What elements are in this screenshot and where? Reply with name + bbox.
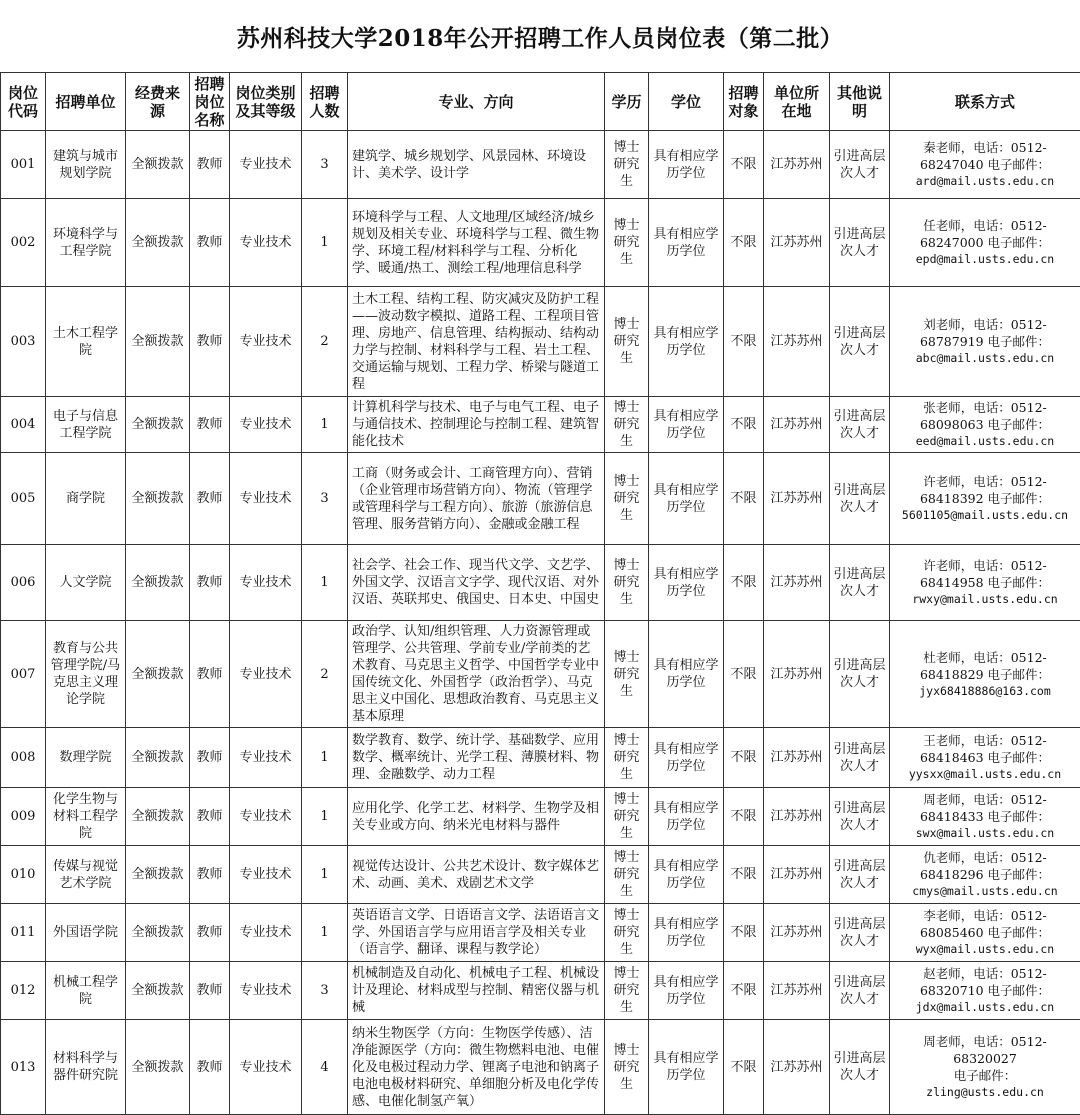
table-row <box>1 545 1080 621</box>
header-fund: 经费来源 <box>126 73 190 131</box>
contact-email[interactable]: cmys@mail.usts.edu.cn <box>892 883 1078 900</box>
cell-degree: 具有相应学历学位 <box>649 131 724 199</box>
cell-code: 009 <box>1 788 46 846</box>
cell-contact <box>890 199 1080 287</box>
table-row <box>1 846 1080 904</box>
cell-location: 江苏苏州 <box>764 904 830 962</box>
cell-category: 专业技术 <box>230 453 302 545</box>
cell-major: 环境科学与工程、人文地理/区域经济/城乡规划及相关专业、环境科学与工程、微生物学、环境工程/材料科学与工程、分析化学、暖通/热工、测绘工程/地理信息科学 <box>348 199 605 287</box>
cell-degree: 具有相应学历学位 <box>649 199 724 287</box>
contact-name: 许老师，电话：0512- <box>892 557 1078 574</box>
cell-unit: 材料科学与器件研究院 <box>46 1020 126 1115</box>
cell-major: 建筑学、城乡规划学、风景园林、环境设计、美术学、设计学 <box>348 131 605 199</box>
cell-degree: 具有相应学历学位 <box>649 846 724 904</box>
cell-code: 003 <box>1 287 46 397</box>
cell-fund: 全额拨款 <box>126 397 190 453</box>
cell-location: 江苏苏州 <box>764 1020 830 1115</box>
cell-location: 江苏苏州 <box>764 846 830 904</box>
cell-fund: 全额拨款 <box>126 287 190 397</box>
contact-name: 杜老师，电话：0512- <box>892 649 1078 666</box>
table-row <box>1 621 1080 728</box>
cell-unit: 机械工程学院 <box>46 962 126 1020</box>
header-target: 招聘对象 <box>724 73 764 131</box>
header-major: 专业、方向 <box>348 73 605 131</box>
header-row <box>1 73 1080 131</box>
table-row <box>1 453 1080 545</box>
cell-category: 专业技术 <box>230 846 302 904</box>
cell-location: 江苏苏州 <box>764 397 830 453</box>
contact-email[interactable]: swx@mail.usts.edu.cn <box>892 825 1078 842</box>
cell-count: 4 <box>302 1020 348 1115</box>
cell-note: 引进高层次人才 <box>830 904 890 962</box>
contact-phone: 68320710 电子邮件： <box>892 982 1078 999</box>
cell-contact <box>890 788 1080 846</box>
contact-phone: 68418433 电子邮件： <box>892 808 1078 825</box>
table-row <box>1 728 1080 788</box>
cell-fund: 全额拨款 <box>126 1020 190 1115</box>
cell-category: 专业技术 <box>230 1020 302 1115</box>
cell-target: 不限 <box>724 287 764 397</box>
cell-unit: 传媒与视觉艺术学院 <box>46 846 126 904</box>
cell-fund: 全额拨款 <box>126 453 190 545</box>
cell-post: 教师 <box>190 131 230 199</box>
cell-unit: 化学生物与材料工程学院 <box>46 788 126 846</box>
cell-location: 江苏苏州 <box>764 453 830 545</box>
cell-count: 1 <box>302 199 348 287</box>
header-post: 招聘岗位名称 <box>190 73 230 131</box>
cell-target: 不限 <box>724 397 764 453</box>
cell-degree: 具有相应学历学位 <box>649 621 724 728</box>
page-title: 苏州科技大学2018年公开招聘工作人员岗位表（第二批） <box>0 0 1080 72</box>
cell-fund: 全额拨款 <box>126 131 190 199</box>
contact-email[interactable]: zling@usts.edu.cn <box>892 1084 1078 1101</box>
cell-category: 专业技术 <box>230 287 302 397</box>
contact-phone: 68418829 电子邮件： <box>892 666 1078 683</box>
contact-name: 仇老师，电话：0512- <box>892 849 1078 866</box>
cell-note: 引进高层次人才 <box>830 131 890 199</box>
table-row <box>1 397 1080 453</box>
contact-name: 李老师，电话：0512- <box>892 907 1078 924</box>
cell-code: 007 <box>1 621 46 728</box>
cell-code: 013 <box>1 1020 46 1115</box>
cell-note: 引进高层次人才 <box>830 621 890 728</box>
cell-note: 引进高层次人才 <box>830 453 890 545</box>
recruitment-table <box>0 72 1080 1115</box>
contact-phone: 68098063 电子邮件： <box>892 416 1078 433</box>
cell-education: 博士研究生 <box>605 453 649 545</box>
cell-major: 纳米生物医学（方向：生物医学传感）、洁净能源医学（方向：微生物燃料电池、电催化及电极过程动力学、锂离子电池和钠离子电池电极材料研究、单细胞分析及电化学传感、电催化制氢产氧） <box>348 1020 605 1115</box>
header-category: 岗位类别及其等级 <box>230 73 302 131</box>
table-row <box>1 199 1080 287</box>
cell-note: 引进高层次人才 <box>830 728 890 788</box>
cell-major: 计算机科学与技术、电子与电气工程、电子与通信技术、控制理论与控制工程、建筑智能化技术 <box>348 397 605 453</box>
cell-education: 博士研究生 <box>605 199 649 287</box>
header-unit: 招聘单位 <box>46 73 126 131</box>
cell-major: 政治学、认知/组织管理、人力资源管理或管理学、公共管理、学前专业/学前类的艺术教育、马克思主义哲学、中国哲学专业中国传统文化、外国哲学（政治哲学）、马克思主义中国化、思想政治教育、马克思主义基本原理 <box>348 621 605 728</box>
cell-note: 引进高层次人才 <box>830 846 890 904</box>
cell-post: 教师 <box>190 199 230 287</box>
cell-note: 引进高层次人才 <box>830 199 890 287</box>
cell-major: 英语语言文学、日语语言文学、法语语言文学、外国语言学与应用语言学及相关专业（语言学、翻译、课程与教学论） <box>348 904 605 962</box>
cell-code: 006 <box>1 545 46 621</box>
cell-location: 江苏苏州 <box>764 131 830 199</box>
cell-category: 专业技术 <box>230 904 302 962</box>
cell-count: 1 <box>302 728 348 788</box>
cell-code: 012 <box>1 962 46 1020</box>
contact-phone: 68414958 电子邮件： <box>892 574 1078 591</box>
cell-count: 2 <box>302 287 348 397</box>
table-row <box>1 131 1080 199</box>
table-row <box>1 962 1080 1020</box>
cell-category: 专业技术 <box>230 199 302 287</box>
cell-education: 博士研究生 <box>605 728 649 788</box>
contact-name: 张老师，电话：0512- <box>892 399 1078 416</box>
cell-count: 1 <box>302 397 348 453</box>
cell-unit: 外国语学院 <box>46 904 126 962</box>
cell-code: 004 <box>1 397 46 453</box>
cell-education: 博士研究生 <box>605 287 649 397</box>
cell-count: 3 <box>302 962 348 1020</box>
cell-unit: 土木工程学院 <box>46 287 126 397</box>
contact-phone: 68418392 电子邮件： <box>892 490 1078 507</box>
header-education: 学历 <box>605 73 649 131</box>
cell-target: 不限 <box>724 621 764 728</box>
cell-contact <box>890 621 1080 728</box>
cell-target: 不限 <box>724 545 764 621</box>
cell-post: 教师 <box>190 453 230 545</box>
cell-code: 005 <box>1 453 46 545</box>
cell-category: 专业技术 <box>230 788 302 846</box>
cell-unit: 人文学院 <box>46 545 126 621</box>
cell-code: 001 <box>1 131 46 199</box>
cell-degree: 具有相应学历学位 <box>649 545 724 621</box>
contact-email[interactable]: epd@mail.usts.edu.cn <box>892 251 1078 268</box>
cell-target: 不限 <box>724 131 764 199</box>
cell-location: 江苏苏州 <box>764 545 830 621</box>
cell-target: 不限 <box>724 453 764 545</box>
cell-note: 引进高层次人才 <box>830 397 890 453</box>
cell-major: 数学教育、数学、统计学、基础数学、应用数学、概率统计、光学工程、薄膜材料、物理、金融数学、动力工程 <box>348 728 605 788</box>
cell-post: 教师 <box>190 545 230 621</box>
cell-major: 土木工程、结构工程、防灾减灾及防护工程——波动数字模拟、道路工程、工程项目管理、房地产、信息管理、结构振动、结构动力学与控制、材料科学与工程、岩土工程、交通运输与规划、工程力学、桥梁与隧道工程 <box>348 287 605 397</box>
cell-target: 不限 <box>724 962 764 1020</box>
cell-major: 社会学、社会工作、现当代文学、文艺学、外国文学、汉语言文字学、现代汉语、对外汉语、英联邦史、俄国史、日本史、中国史 <box>348 545 605 621</box>
header-contact: 联系方式 <box>890 73 1080 131</box>
cell-code: 008 <box>1 728 46 788</box>
contact-email[interactable]: jyx68418886@163.com <box>892 683 1078 700</box>
cell-fund: 全额拨款 <box>126 621 190 728</box>
cell-post: 教师 <box>190 287 230 397</box>
cell-degree: 具有相应学历学位 <box>649 453 724 545</box>
cell-education: 博士研究生 <box>605 962 649 1020</box>
cell-count: 1 <box>302 545 348 621</box>
cell-fund: 全额拨款 <box>126 728 190 788</box>
cell-code: 010 <box>1 846 46 904</box>
cell-code: 002 <box>1 199 46 287</box>
cell-note: 引进高层次人才 <box>830 287 890 397</box>
cell-location: 江苏苏州 <box>764 287 830 397</box>
cell-count: 1 <box>302 788 348 846</box>
contact-name: 赵老师，电话：0512- <box>892 965 1078 982</box>
cell-degree: 具有相应学历学位 <box>649 962 724 1020</box>
cell-note: 引进高层次人才 <box>830 962 890 1020</box>
cell-note: 引进高层次人才 <box>830 788 890 846</box>
table-row <box>1 287 1080 397</box>
cell-note: 引进高层次人才 <box>830 545 890 621</box>
cell-education: 博士研究生 <box>605 846 649 904</box>
cell-target: 不限 <box>724 788 764 846</box>
cell-post: 教师 <box>190 1020 230 1115</box>
contact-phone: 68247040 电子邮件： <box>892 156 1078 173</box>
cell-location: 江苏苏州 <box>764 621 830 728</box>
contact-name: 任老师，电话：0512- <box>892 217 1078 234</box>
cell-count: 1 <box>302 904 348 962</box>
cell-location: 江苏苏州 <box>764 199 830 287</box>
cell-post: 教师 <box>190 397 230 453</box>
header-code: 岗位代码 <box>1 73 46 131</box>
cell-degree: 具有相应学历学位 <box>649 287 724 397</box>
cell-location: 江苏苏州 <box>764 962 830 1020</box>
cell-post: 教师 <box>190 846 230 904</box>
contact-email[interactable]: abc@mail.usts.edu.cn <box>892 350 1078 367</box>
contact-email[interactable]: 5601105@mail.usts.edu.cn <box>892 507 1078 524</box>
header-degree: 学位 <box>649 73 724 131</box>
cell-target: 不限 <box>724 728 764 788</box>
cell-degree: 具有相应学历学位 <box>649 788 724 846</box>
cell-education: 博士研究生 <box>605 131 649 199</box>
contact-name: 秦老师，电话：0512- <box>892 139 1078 156</box>
contact-phone: 68247000 电子邮件： <box>892 234 1078 251</box>
cell-education: 博士研究生 <box>605 1020 649 1115</box>
cell-degree: 具有相应学历学位 <box>649 1020 724 1115</box>
cell-unit: 教育与公共管理学院/马克思主义理论学院 <box>46 621 126 728</box>
contact-phone: 68418296 电子邮件： <box>892 866 1078 883</box>
cell-post: 教师 <box>190 728 230 788</box>
header-note: 其他说明 <box>830 73 890 131</box>
contact-email[interactable]: ard@mail.usts.edu.cn <box>892 173 1078 190</box>
cell-count: 3 <box>302 453 348 545</box>
cell-contact <box>890 545 1080 621</box>
contact-name: 周老师，电话：0512- <box>892 1033 1078 1050</box>
contact-email[interactable]: jdx@mail.usts.edu.cn <box>892 999 1078 1016</box>
cell-major: 工商（财务或会计、工商管理方向）、营销（企业管理市场营销方向）、物流（管理学或管理科学与工程方向）、旅游（旅游信息管理、服务营销方向）、金融或金融工程 <box>348 453 605 545</box>
cell-fund: 全额拨款 <box>126 846 190 904</box>
header-count: 招聘人数 <box>302 73 348 131</box>
cell-contact <box>890 728 1080 788</box>
contact-phone: 68320027 <box>892 1050 1078 1067</box>
cell-degree: 具有相应学历学位 <box>649 397 724 453</box>
cell-contact <box>890 397 1080 453</box>
cell-count: 2 <box>302 621 348 728</box>
cell-degree: 具有相应学历学位 <box>649 728 724 788</box>
contact-phone: 68418463 电子邮件： <box>892 749 1078 766</box>
contact-email[interactable]: yysxx@mail.usts.edu.cn <box>892 766 1078 783</box>
cell-category: 专业技术 <box>230 545 302 621</box>
cell-target: 不限 <box>724 1020 764 1115</box>
cell-fund: 全额拨款 <box>126 904 190 962</box>
cell-contact <box>890 904 1080 962</box>
contact-email[interactable]: eed@mail.usts.edu.cn <box>892 433 1078 450</box>
cell-unit: 数理学院 <box>46 728 126 788</box>
cell-post: 教师 <box>190 621 230 728</box>
cell-location: 江苏苏州 <box>764 728 830 788</box>
cell-major: 应用化学、化学工艺、材料学、生物学及相关专业或方向、纳米光电材料与器件 <box>348 788 605 846</box>
cell-post: 教师 <box>190 788 230 846</box>
cell-post: 教师 <box>190 962 230 1020</box>
contact-email[interactable]: rwxy@mail.usts.edu.cn <box>892 591 1078 608</box>
cell-category: 专业技术 <box>230 397 302 453</box>
contact-phone: 68085460 电子邮件： <box>892 924 1078 941</box>
cell-target: 不限 <box>724 904 764 962</box>
cell-contact <box>890 131 1080 199</box>
cell-fund: 全额拨款 <box>126 962 190 1020</box>
cell-code: 011 <box>1 904 46 962</box>
cell-contact <box>890 1020 1080 1115</box>
cell-contact <box>890 287 1080 397</box>
cell-fund: 全额拨款 <box>126 199 190 287</box>
cell-unit: 商学院 <box>46 453 126 545</box>
cell-count: 3 <box>302 131 348 199</box>
contact-name: 许老师，电话：0512- <box>892 473 1078 490</box>
cell-education: 博士研究生 <box>605 621 649 728</box>
contact-name: 周老师，电话：0512- <box>892 791 1078 808</box>
cell-contact <box>890 962 1080 1020</box>
contact-email[interactable]: wyx@mail.usts.edu.cn <box>892 941 1078 958</box>
cell-target: 不限 <box>724 199 764 287</box>
table-row <box>1 1020 1080 1115</box>
contact-email-label: 电子邮件： <box>892 1067 1078 1084</box>
cell-unit: 环境科学与工程学院 <box>46 199 126 287</box>
cell-education: 博士研究生 <box>605 397 649 453</box>
cell-education: 博士研究生 <box>605 904 649 962</box>
header-location: 单位所在地 <box>764 73 830 131</box>
cell-education: 博士研究生 <box>605 788 649 846</box>
cell-unit: 建筑与城市规划学院 <box>46 131 126 199</box>
cell-location: 江苏苏州 <box>764 788 830 846</box>
cell-category: 专业技术 <box>230 621 302 728</box>
cell-target: 不限 <box>724 846 764 904</box>
cell-fund: 全额拨款 <box>126 545 190 621</box>
cell-contact <box>890 846 1080 904</box>
cell-major: 机械制造及自动化、机械电子工程、机械设计及理论、材料成型与控制、精密仪器与机械 <box>348 962 605 1020</box>
cell-contact <box>890 453 1080 545</box>
contact-name: 王老师，电话：0512- <box>892 732 1078 749</box>
cell-category: 专业技术 <box>230 131 302 199</box>
cell-post: 教师 <box>190 904 230 962</box>
cell-category: 专业技术 <box>230 728 302 788</box>
cell-education: 博士研究生 <box>605 545 649 621</box>
table-row <box>1 904 1080 962</box>
table-row <box>1 788 1080 846</box>
cell-count: 1 <box>302 846 348 904</box>
contact-name: 刘老师，电话：0512- <box>892 316 1078 333</box>
cell-major: 视觉传达设计、公共艺术设计、数字媒体艺术、动画、美术、戏剧艺术文学 <box>348 846 605 904</box>
cell-category: 专业技术 <box>230 962 302 1020</box>
cell-note: 引进高层次人才 <box>830 1020 890 1115</box>
cell-degree: 具有相应学历学位 <box>649 904 724 962</box>
cell-unit: 电子与信息工程学院 <box>46 397 126 453</box>
contact-phone: 68787919 电子邮件： <box>892 333 1078 350</box>
cell-fund: 全额拨款 <box>126 788 190 846</box>
